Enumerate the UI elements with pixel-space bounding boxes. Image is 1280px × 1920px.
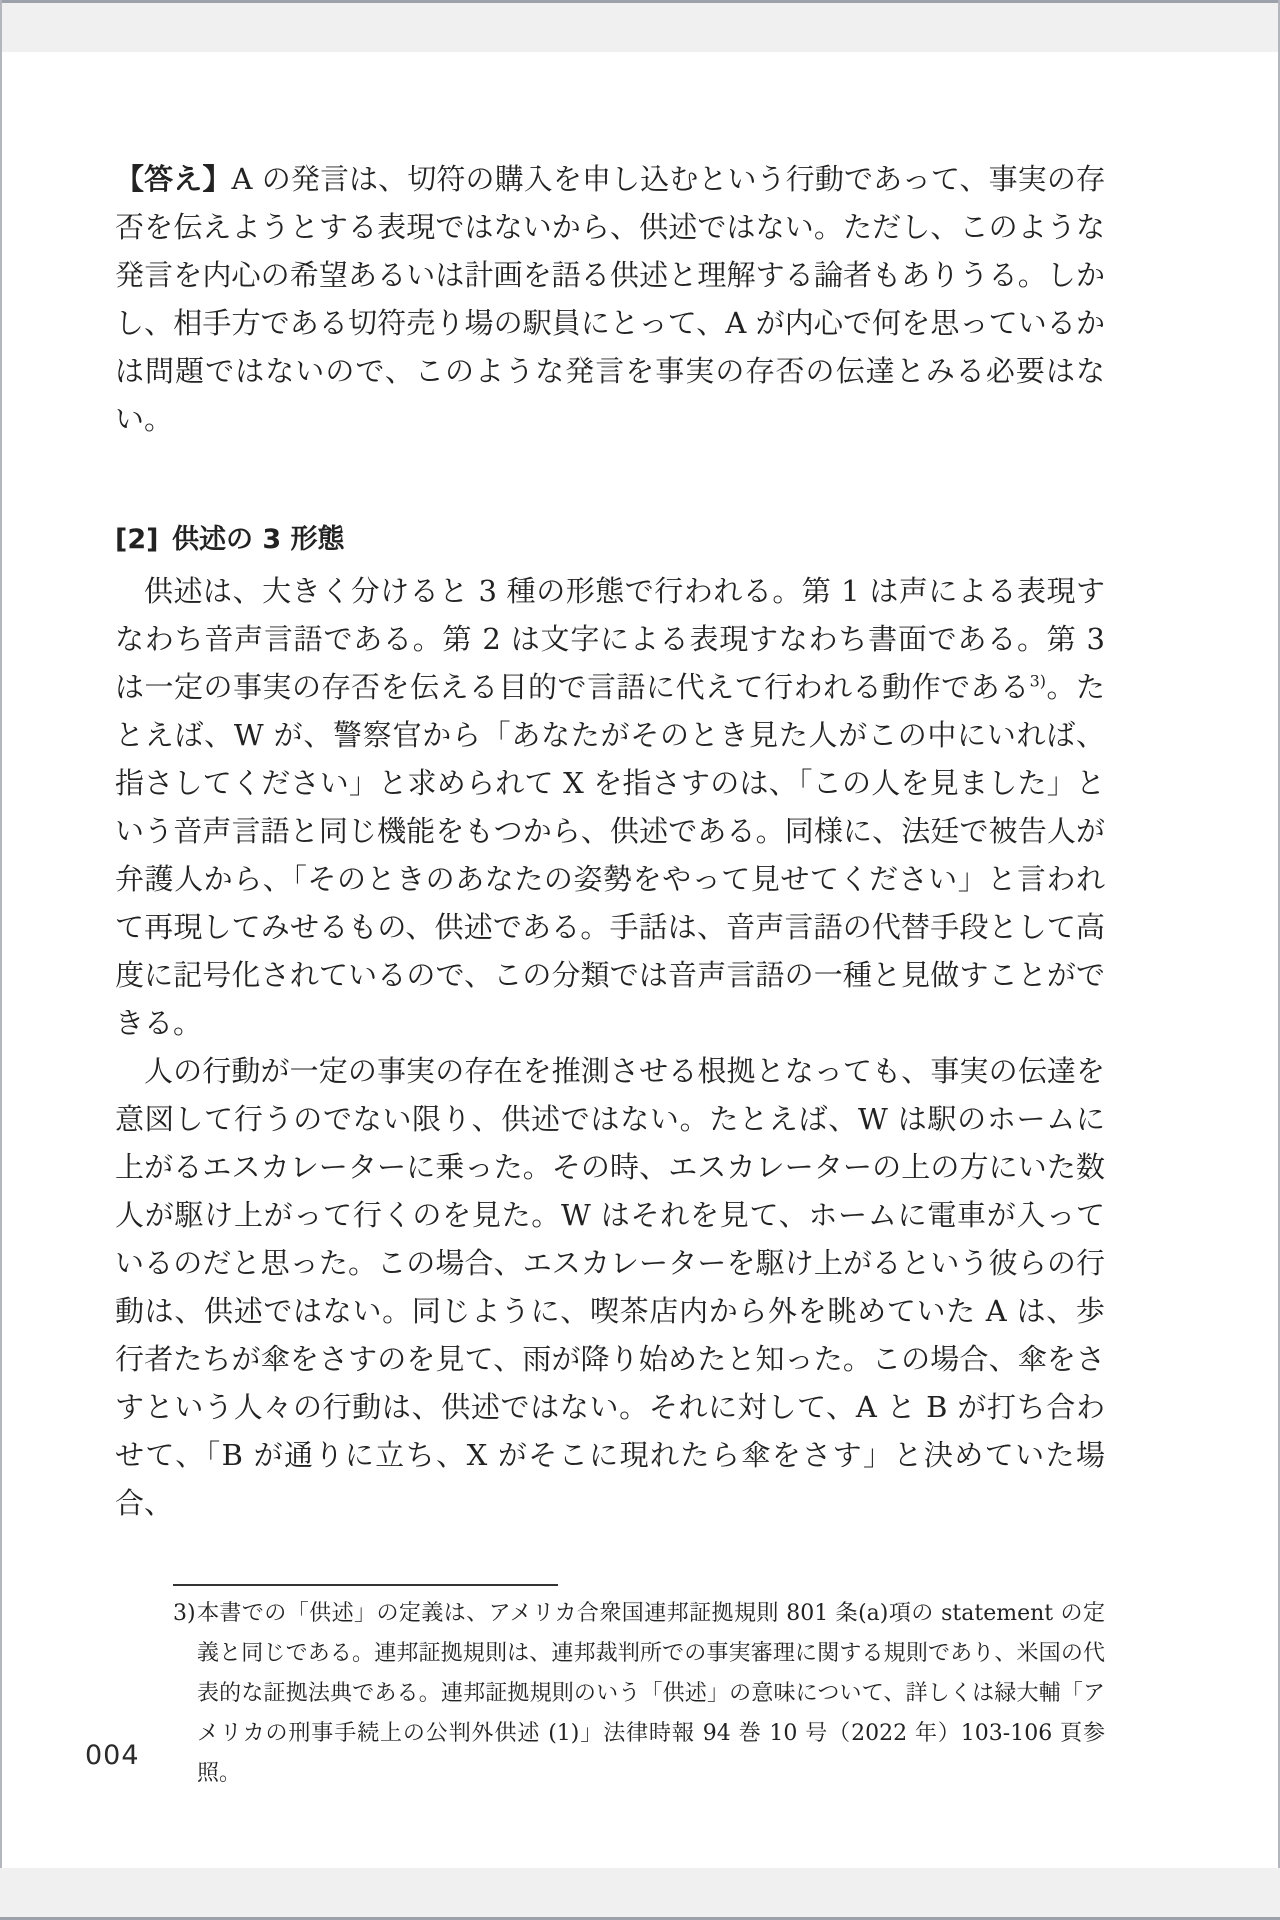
- paragraph-conduct-examples: 人の行動が一定の事実の存在を推測させる根拠となっても、事実の伝達を意図して行うのでない限り、供述ではない。たとえば、W は駅のホームに上がるエスカレーターに乗った。その時、エスカレーターの上の方にいた数人が駆け上がって行くのを見た。W はそれを見て、ホームに電車が入っているのだと思った。この場合、エスカレーターを駆け上がるという彼らの行動は、供述ではない。同じように、喫茶店内から外を眺めていた A は、歩行者たちが傘をさすのを見て、雨が降り始めたと知った。この場合、傘をさすという人々の行動は、供述ではない。それに対して、A と B が打ち合わせて、「B が通りに立ち、X がそこに現れたら傘をさす」と決めていた場合、: [115, 1054, 1105, 1520]
- footnote-text: 本書での「供述」の定義は、アメリカ合衆国連邦証拠規則 801 条(a)項の statement の定義と同じである。連邦証拠規則は、連邦裁判所での事実審理に関する規則であり、米国の代表的な証拠法典である。連邦証拠規則のいう「供述」の意味について、詳しくは緑大輔「アメリカの刑事手続上の公判外供述 (1)」法律時報 94 巻 10 号（2022 年）103-106 頁参照。: [197, 1601, 1105, 1786]
- paragraph-three-forms-text-before-note: 供述は、大きく分けると 3 種の形態で行われる。第 1 は声による表現すなわち音声言語である。第 2 は文字による表現すなわち書面である。第 3 は一定の事実の存否を伝える目的で言語に代えて行われる動作である: [115, 574, 1105, 704]
- footnote-section: [173, 1584, 1105, 1794]
- text-column: [115, 155, 1105, 1794]
- answer-text: A の発言は、切符の購入を申し込むという行動であって、事実の存否を伝えようとする表現ではないから、供述ではない。ただし、このような発言を内心の希望あるいは計画を語る供述と理解する論者もありうる。しかし、相手方である切符売り場の駅員にとって、A が内心で何を思っているかは問題ではないので、このような発言を事実の存否の伝達とみる必要はない。: [115, 162, 1105, 436]
- answer-paragraph: [115, 155, 1105, 443]
- section-heading: [2] 供述の 3 形態: [115, 524, 345, 555]
- footnote-divider: [173, 1584, 558, 1586]
- footnote-label: 3): [173, 1601, 196, 1626]
- paragraph-three-forms-text-after-note: 。たとえば、W が、警察官から「あなたがそのとき見た人がこの中にいれば、指さしてください」と求められて X を指さすのは、「この人を見ました」という音声言語と同じ機能をもつから、供述である。同様に、法廷で被告人が弁護人から、「そのときのあなたの姿勢をやって見せてください」と言われて再現してみせるもの、供述である。手話は、音声言語の代替手段として高度に記号化されているので、この分類では音声言語の一種と見做すことができる。: [115, 670, 1105, 1040]
- paragraph-three-forms: [115, 567, 1105, 1047]
- bottom-gray-bar: [0, 1868, 1280, 1920]
- answer-label: 【答え】: [115, 162, 232, 196]
- top-gray-bar: [0, 0, 1280, 52]
- footnote-reference-3: 3): [1029, 671, 1046, 691]
- page-number: 004: [85, 1740, 140, 1771]
- footnote-3: [173, 1594, 1105, 1794]
- left-edge-line: [0, 0, 2, 1920]
